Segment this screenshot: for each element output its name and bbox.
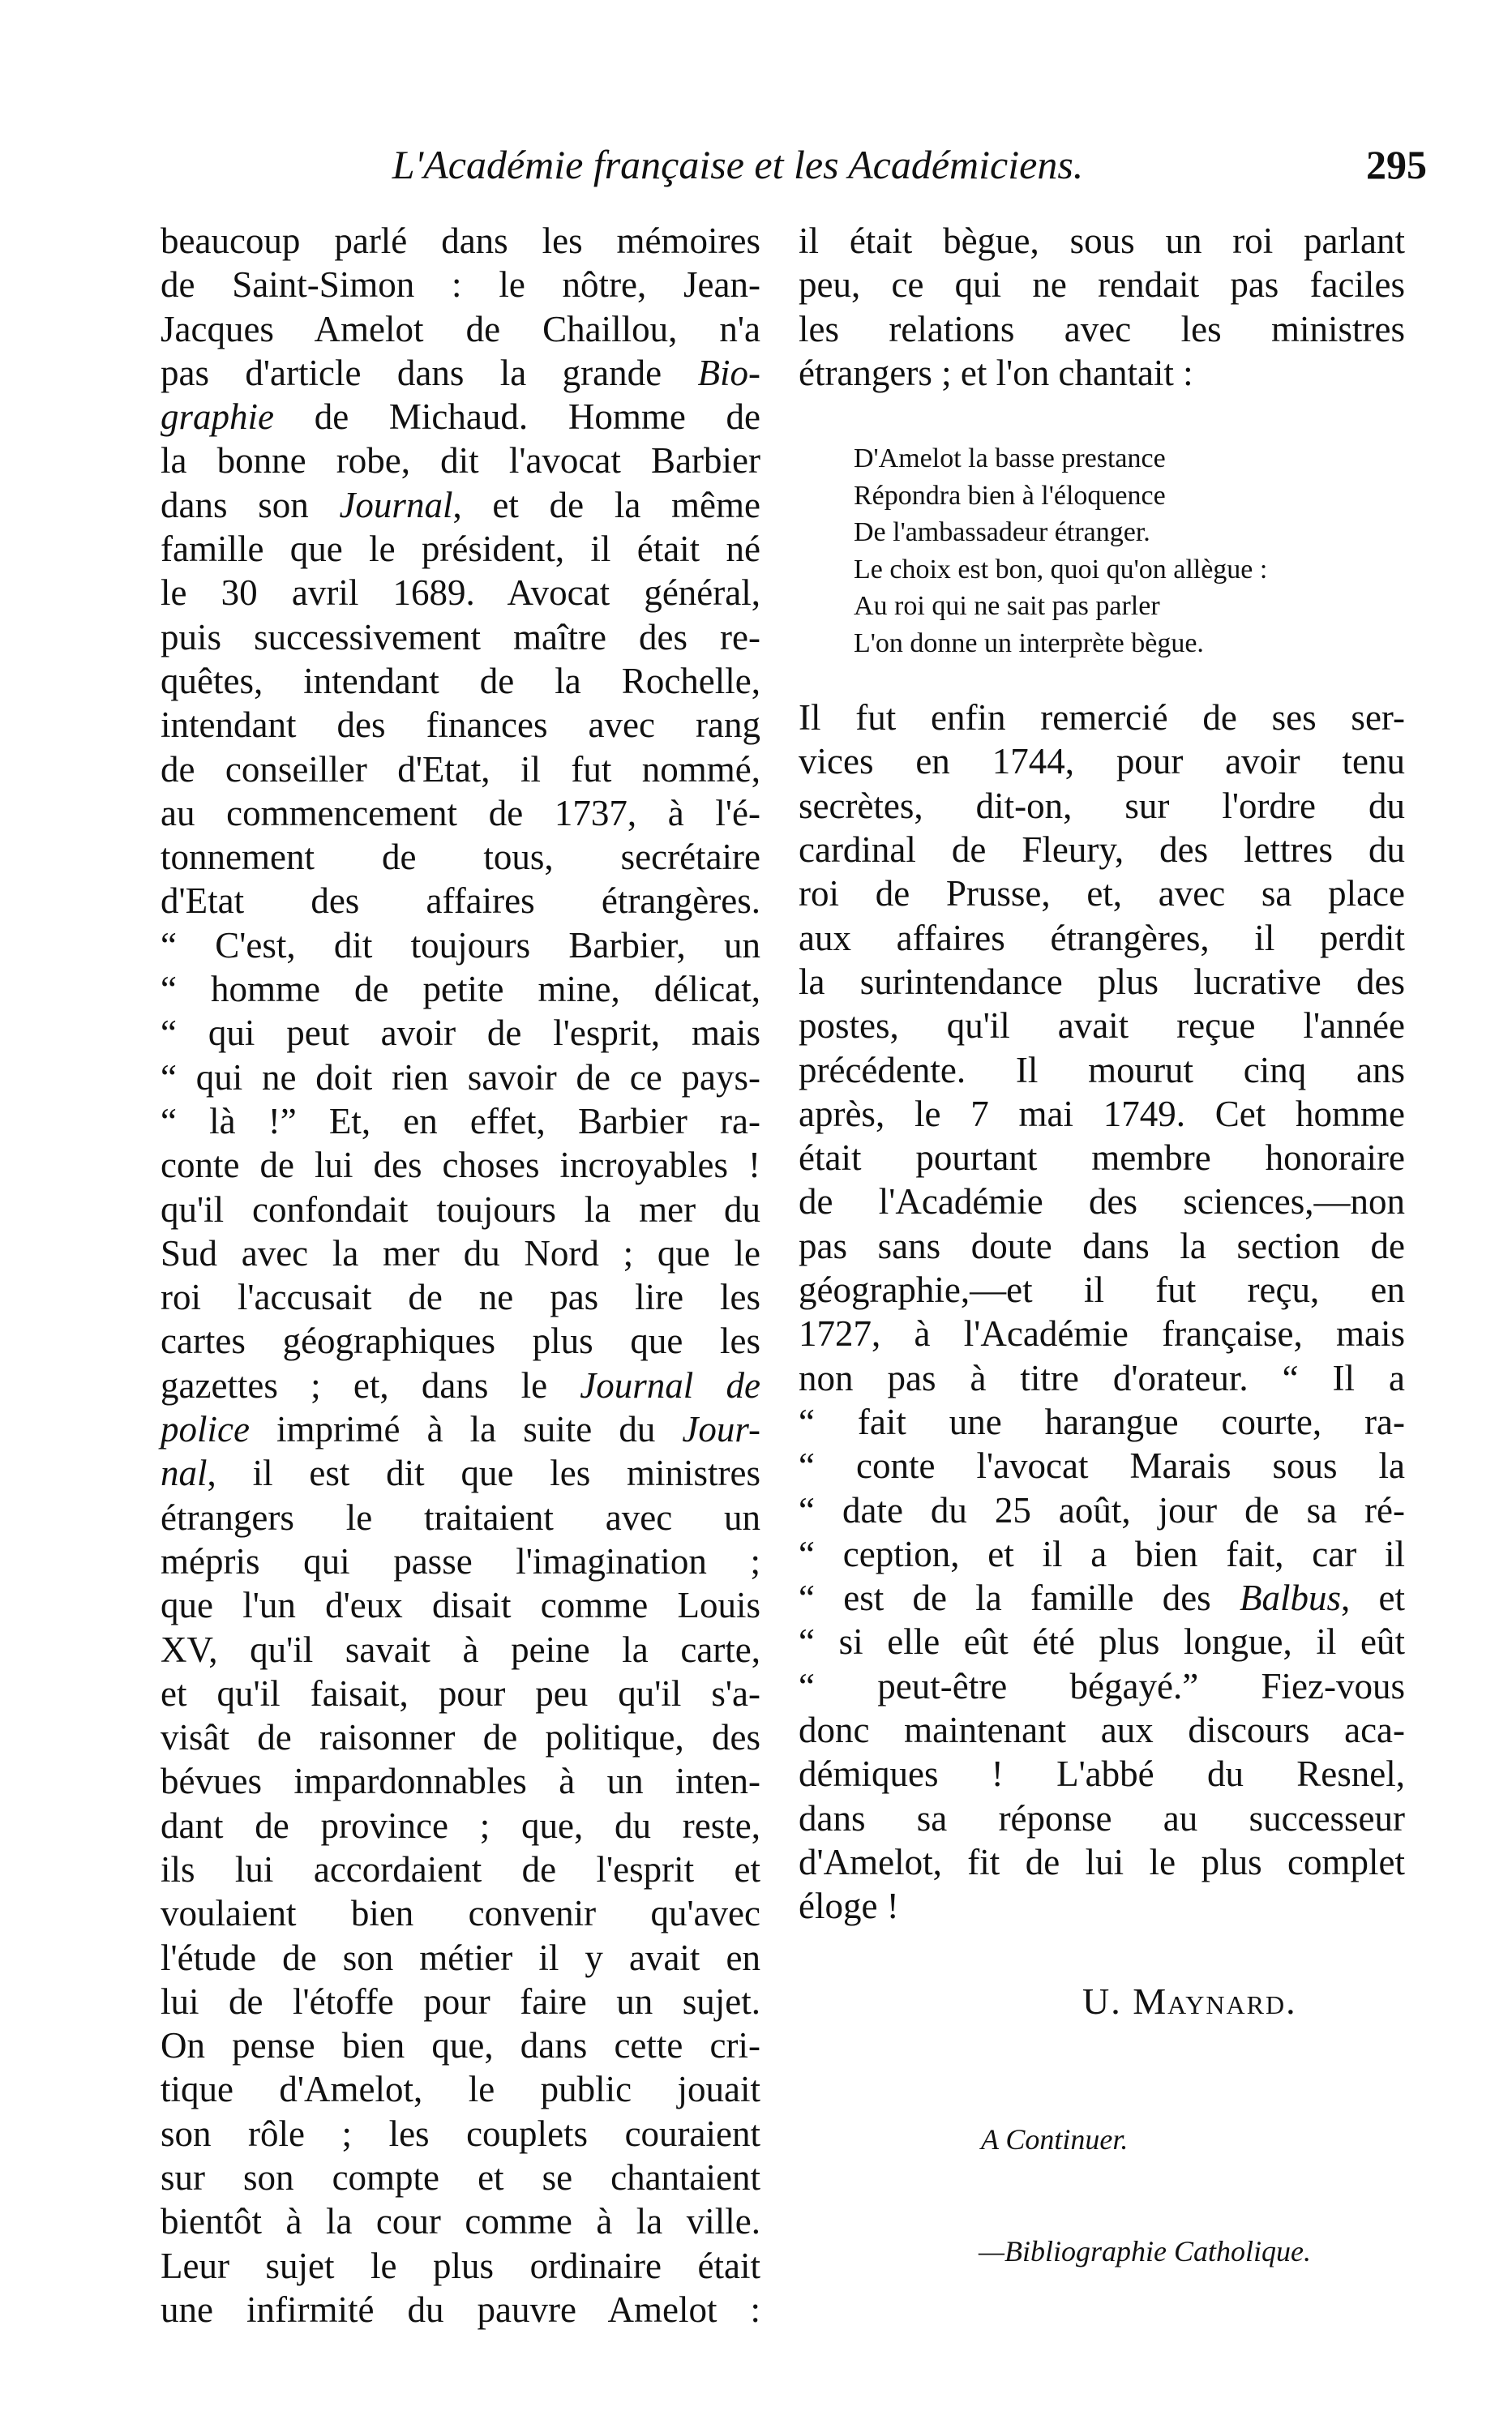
text-line: éloge ! xyxy=(799,1886,899,1927)
text-line: cartes géographiques plus que les xyxy=(161,1321,760,1362)
text-line: était pourtant membre honoraire xyxy=(799,1137,1405,1179)
text-line: voulaient bien convenir qu'avec xyxy=(161,1893,760,1934)
left-column xyxy=(161,219,760,2332)
text-line: famille que le président, il était né xyxy=(161,529,760,570)
text-line: une infirmité du pauvre Amelot : xyxy=(161,2289,760,2330)
text-line: nal, il est dit que les ministres xyxy=(161,1453,760,1494)
text-line: police imprimé à la suite du Jour- xyxy=(161,1409,760,1450)
text-line: pas d'article dans la grande Bio- xyxy=(161,352,760,393)
text-line: dans son Journal, et de la même xyxy=(161,484,760,525)
text-line: secrètes, dit-on, sur l'ordre du xyxy=(799,785,1405,826)
text-line: roi l'accusait de ne pas lire les xyxy=(161,1277,760,1318)
text-line: aux affaires étrangères, il perdit xyxy=(799,917,1405,958)
text-line: étrangers ; et l'on chantait : xyxy=(799,352,1193,393)
text-line: puis successivement maître des re- xyxy=(161,616,760,657)
poem-verse: De l'ambassadeur étranger. xyxy=(854,517,1150,548)
running-title: L'Académie française et les Académiciens. xyxy=(392,142,1084,187)
text-line: “ ception, et il a bien fait, car il xyxy=(799,1533,1405,1574)
text-line: d'Etat des affaires étrangères. xyxy=(161,880,760,922)
poem-verse: Le choix est bon, quoi qu'on allègue : xyxy=(854,554,1268,585)
text-line: bévues impardonnables à un inten- xyxy=(161,1761,760,1802)
text-line: étrangers le traitaient avec un xyxy=(161,1497,760,1538)
text-line: de conseiller d'Etat, il fut nommé, xyxy=(161,748,760,790)
text-line: “ est de la famille des Balbus, et xyxy=(799,1578,1405,1619)
text-line: “ peut-être bégayé.” Fiez-vous xyxy=(799,1665,1405,1706)
text-line: que l'un d'eux disait comme Louis xyxy=(161,1585,760,1626)
text-line: intendant des finances avec rang xyxy=(161,704,760,746)
text-line: donc maintenant aux discours aca- xyxy=(799,1710,1405,1751)
text-line: “ si elle eût été plus longue, il eût xyxy=(799,1621,1405,1663)
text-line: son rôle ; les couplets couraient xyxy=(161,2113,760,2154)
text-line: Jacques Amelot de Chaillou, n'a xyxy=(161,308,760,349)
text-line: il était bègue, sous un roi parlant xyxy=(799,221,1405,261)
text-line: dant de province ; que, du reste, xyxy=(161,1805,760,1846)
right-column-body xyxy=(799,696,1405,1928)
text-line: “ C'est, dit toujours Barbier, un xyxy=(161,924,760,966)
author-signature xyxy=(799,1973,1405,2030)
text-line: non pas à titre d'orateur. “ Il a xyxy=(799,1357,1405,1398)
text-line: bientôt à la cour comme à la ville. xyxy=(161,2201,760,2242)
text-line: les relations avec les ministres xyxy=(799,308,1405,349)
text-line: tique d'Amelot, le public jouait xyxy=(161,2069,760,2110)
to-continue-note: A Continuer. xyxy=(981,2122,1129,2156)
signature-text: U. Maynard. xyxy=(1082,1980,1297,2022)
text-line: le 30 avril 1689. Avocat général, xyxy=(161,572,760,614)
poem-verse: Au roi qui ne sait pas parler xyxy=(854,591,1160,622)
text-line: beaucoup parlé dans les mémoires xyxy=(161,221,760,261)
poem-verse: D'Amelot la basse prestance xyxy=(854,443,1166,474)
text-line: cardinal de Fleury, des lettres du xyxy=(799,829,1405,871)
text-line: après, le 7 mai 1749. Cet homme xyxy=(799,1093,1405,1134)
text-line: sur son compte et se chantaient xyxy=(161,2157,760,2199)
text-line: postes, qu'il avait reçue l'année xyxy=(799,1005,1405,1047)
text-line: de l'Académie des sciences,—non xyxy=(799,1181,1405,1223)
text-line: dans sa réponse au successeur xyxy=(799,1797,1405,1839)
text-line: “ là !” Et, en effet, Barbier ra- xyxy=(161,1100,760,1141)
text-line: 1727, à l'Académie française, mais xyxy=(799,1313,1405,1355)
text-line: “ fait une harangue courte, ra- xyxy=(799,1401,1405,1442)
text-line: vices en 1744, pour avoir tenu xyxy=(799,741,1405,782)
text-line: précédente. Il mourut cinq ans xyxy=(799,1049,1405,1090)
text-line: Il fut enfin remercié de ses ser- xyxy=(799,697,1405,739)
text-line: “ qui peut avoir de l'esprit, mais xyxy=(161,1013,760,1054)
text-line: la surintendance plus lucrative des xyxy=(799,961,1405,1002)
poem-verse: Répondra bien à l'éloquence xyxy=(854,480,1166,511)
text-line: la bonne robe, dit l'avocat Barbier xyxy=(161,440,760,482)
text-line: XV, qu'il savait à peine la carte, xyxy=(161,1629,760,1670)
text-line: On pense bien que, dans cette cri- xyxy=(161,2025,760,2066)
text-line: “ qui ne doit rien savoir de ce pays- xyxy=(161,1056,760,1098)
page-number: 295 xyxy=(1366,142,1427,187)
running-header xyxy=(162,136,1427,193)
text-line: l'étude de son métier il y avait en xyxy=(161,1937,760,1978)
text-line: roi de Prusse, et, avec sa place xyxy=(799,873,1405,914)
text-line: conte de lui des choses incroyables ! xyxy=(161,1145,760,1186)
text-line: “ homme de petite mine, délicat, xyxy=(161,969,760,1010)
text-line: quêtes, intendant de la Rochelle, xyxy=(161,660,760,701)
text-line: tonnement de tous, secrétaire xyxy=(161,837,760,878)
text-line: gazettes ; et, dans le Journal de xyxy=(161,1364,760,1406)
text-line: lui de l'étoffe pour faire un sujet. xyxy=(161,1981,760,2022)
text-line: de Saint-Simon : le nôtre, Jean- xyxy=(161,264,760,306)
text-line: géographie,—et il fut reçu, en xyxy=(799,1270,1405,1311)
text-line: qu'il confondait toujours la mer du xyxy=(161,1188,760,1230)
text-line: ils lui accordaient de l'esprit et xyxy=(161,1848,760,1890)
text-line: pas sans doute dans la section de xyxy=(799,1225,1405,1266)
text-line: “ date du 25 août, jour de sa ré- xyxy=(799,1489,1405,1531)
text-line: Sud avec la mer du Nord ; que le xyxy=(161,1232,760,1274)
text-line: mépris qui passe l'imagination ; xyxy=(161,1540,760,1582)
text-line: au commencement de 1737, à l'é- xyxy=(161,792,760,833)
right-column xyxy=(799,219,1405,2272)
text-line: visât de raisonner de politique, des xyxy=(161,1717,760,1758)
text-line: Leur sujet le plus ordinaire était xyxy=(161,2245,760,2286)
poem-verse: L'on donne un interprète bègue. xyxy=(854,627,1204,658)
text-line: d'Amelot, fit de lui le plus complet xyxy=(799,1841,1405,1882)
text-line: graphie de Michaud. Homme de xyxy=(161,396,760,438)
text-line: peu, ce qui ne rendait pas faciles xyxy=(799,264,1405,306)
poem-quotation xyxy=(854,440,1405,662)
text-line: et qu'il faisait, pour peu qu'il s'a- xyxy=(161,1672,760,1714)
text-line: “ conte l'avocat Marais sous la xyxy=(799,1445,1405,1487)
right-column-intro xyxy=(799,219,1405,395)
text-line: démiques ! L'abbé du Resnel, xyxy=(799,1754,1405,1795)
source-credit: —Bibliographie Catholique. xyxy=(979,2234,1311,2267)
